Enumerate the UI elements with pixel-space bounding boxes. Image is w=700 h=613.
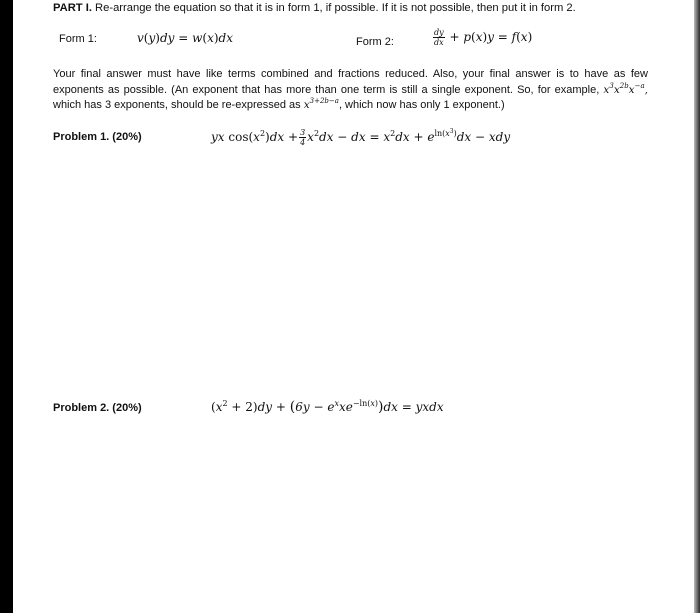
paragraph-line-1: Your final answer must have like terms combined and fractions reduced. Also, your final answer is to have as few (53, 68, 648, 80)
problem2-equation: $(x^2 + 2)dy + (6y - e^xxe^{-ln(x)})dx$ = yxdx (211, 399, 444, 415)
example-expression: $x^3x^{2b}x^{-a}$, (603, 81, 648, 96)
instructions-paragraph (53, 67, 648, 114)
problem1-label: Problem 1. (20%) (53, 131, 142, 143)
paragraph-line-2 (53, 83, 648, 99)
paragraph-line-3-end: , which now has only 1 exponent.) (338, 99, 505, 111)
page-edge-shadow (694, 0, 700, 613)
problem2-label: Problem 2. (20%) (53, 402, 142, 414)
problem1-equation: yx $\cos(x^2)dx$ + $\frac{3}{4}$ $x^2dx$ − dx = $x^2dx + e^{ln(x^3)}dx$ − xdy (211, 128, 511, 147)
instruction-text: Re-arrange the equation so that it is in form 1, if possible. If it is not possible, then put it in form 2. (91, 2, 576, 14)
form2-label: Form 2: (356, 36, 394, 48)
form1-label: Form 1: (59, 33, 97, 45)
part-label: PART I. (53, 2, 92, 14)
form1-equation: v(y)dy = w(x)dx (137, 31, 233, 45)
paragraph-line-3 (53, 98, 648, 114)
reexpressed-expression: $x^{3+2b-a}$ (303, 97, 339, 111)
section-heading (53, 2, 576, 14)
paragraph-line-2-text: exponents as possible. (An exponent that has more than one term is still a single exponent. So, for example, (53, 83, 600, 96)
paragraph-line-3-text: which has 3 exponents, should be re-expressed as (53, 99, 301, 111)
form2-equation: $\frac{dy}{dx}$ + p(x)y = f(x) (434, 28, 533, 47)
